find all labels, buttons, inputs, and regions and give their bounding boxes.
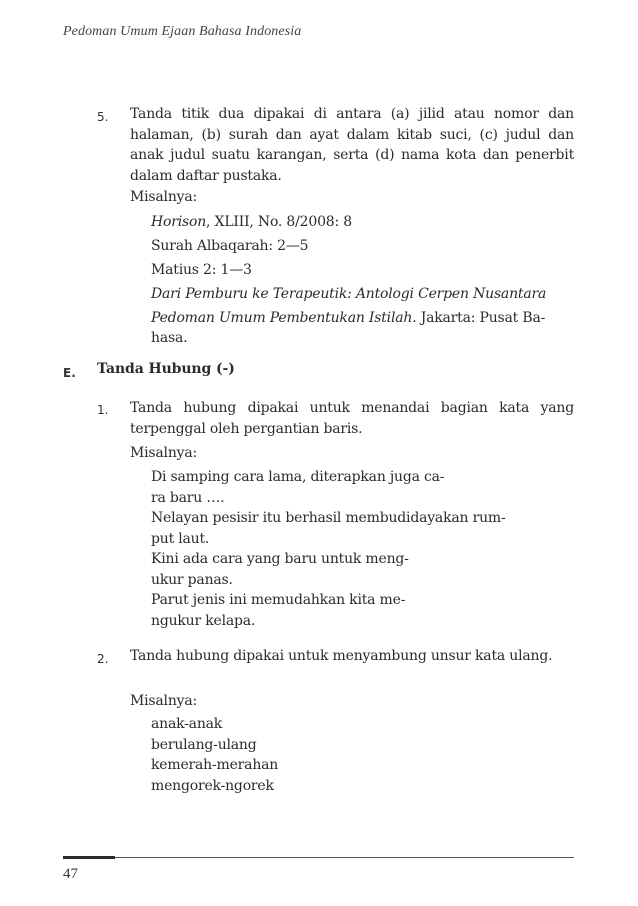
example-line: Nelayan pesisir itu berhasil membudidayakan rum-: [151, 510, 506, 526]
section-title: Tanda Hubung (-): [97, 361, 235, 377]
example-label: Misalnya:: [130, 189, 198, 205]
rule-paragraph: Tanda hubung dipakai untuk menyambung unsur kata ulang.: [130, 648, 553, 664]
footer-rule-thick: [63, 856, 115, 859]
example-line: Matius 2: 1—3: [151, 262, 252, 278]
example-line: Dari Pemburu ke Terapeutik: Antologi Cerpen Nusantara: [151, 286, 547, 302]
example-line: Kini ada cara yang baru untuk meng-: [151, 551, 409, 567]
section-letter: E.: [63, 366, 76, 380]
example-line: ukur panas.: [151, 572, 233, 588]
example-line: Surah Albaqarah: 2—5: [151, 238, 309, 254]
example-block: [151, 467, 444, 509]
example-italic: Horison: [151, 214, 207, 230]
example-line: hasa.: [151, 330, 188, 346]
rule-paragraph: Tanda hubung dipakai untuk menandai bagian kata yang terpenggal oleh pergantian baris.: [130, 400, 574, 437]
example-line: Parut jenis ini memudahkan kita me-: [151, 592, 406, 608]
footer-rule: [115, 857, 574, 858]
example-line: ngukur kelapa.: [151, 613, 256, 629]
example-block: [151, 590, 405, 632]
example-text: , XLIII, No. 8/2008: 8: [206, 214, 352, 230]
running-header: Pedoman Umum Ejaan Bahasa Indonesia: [63, 24, 302, 39]
example-line: [151, 308, 574, 329]
example-line: anak-anak: [151, 716, 223, 732]
item-number: 2.: [97, 652, 109, 666]
example-line: kemerah-merahan: [151, 757, 279, 773]
example-label: Misalnya:: [130, 693, 198, 709]
page-number: 47: [63, 866, 78, 882]
example-text: . Jakarta: Pusat Ba-: [412, 310, 546, 326]
example-italic: Pedoman Umum Pembentukan Istilah: [151, 310, 413, 326]
example-line: berulang-ulang: [151, 736, 257, 753]
example-line: [151, 212, 352, 233]
example-block: [151, 508, 506, 550]
example-block: [151, 549, 409, 591]
example-block: [151, 714, 278, 796]
item-number: 5.: [97, 110, 109, 124]
example-line: ra baru ….: [151, 490, 225, 506]
rule-paragraph: Tanda titik dua dipakai di antara (a) jilid atau nomor dan halaman, (b) surah dan ayat dalam kitab suci, (c) judul dan anak judul suatu karangan, serta (d) nama kota dan penerbit dalam daftar pustaka.: [130, 106, 574, 184]
item-number: 1.: [97, 403, 109, 417]
example-line: put laut.: [151, 531, 210, 547]
example-line: Di samping cara lama, diterapkan juga ca-: [151, 469, 445, 485]
example-line: mengorek-ngorek: [151, 777, 274, 794]
example-label: Misalnya:: [130, 445, 198, 461]
